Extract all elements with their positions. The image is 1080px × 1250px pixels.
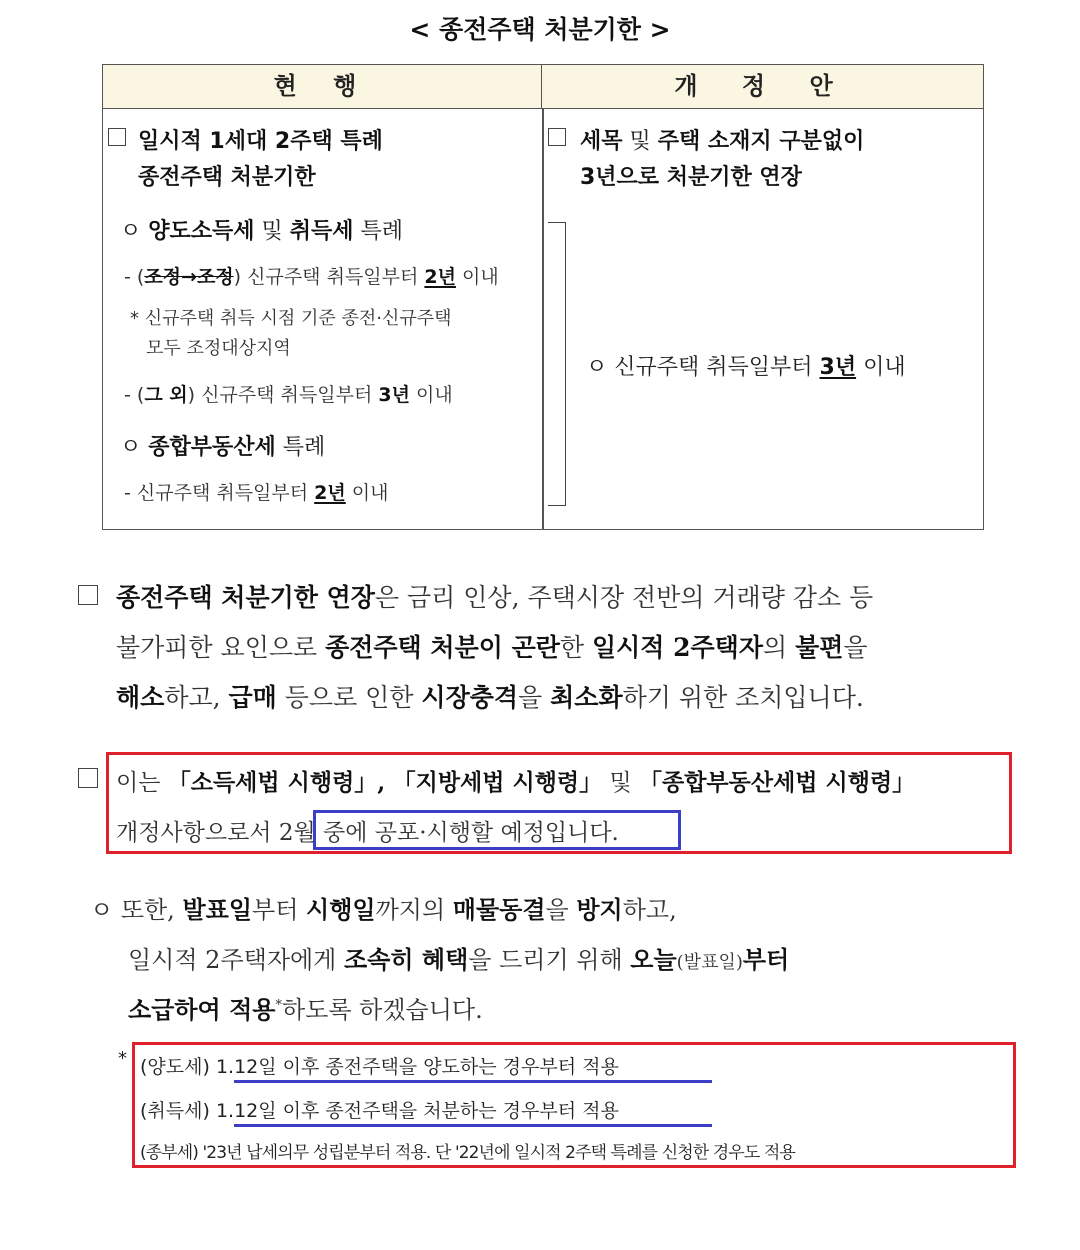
footnote-line2: (취득세) 1.12일 이후 종전주택을 처분하는 경우부터 적용 (140, 1100, 619, 1122)
para2-line1: 이는 「소득세법 시행령」, 「지방세법 시행령」 및 「종합부동산세법 시행령」 (116, 769, 916, 796)
bullet-icon: ㅇ (120, 435, 149, 460)
current-section1-heading: ㅇ 양도소득세 및 취득세 특례 (120, 219, 404, 244)
checkbox-icon (78, 768, 98, 788)
current-note-line1: * 신규주택 취득 시점 기준 종전·신규주택 (130, 308, 452, 329)
revised-main-line2: 3년으로 처분기한 연장 (580, 165, 802, 190)
footnote-star: * (118, 1048, 127, 1069)
header-revised: 개 정 안 (542, 65, 983, 109)
para1-line2: 불가피한 요인으로 종전주택 처분이 곤란한 일시적 2주택자의 불편을 (116, 633, 868, 662)
document-title: < 종전주택 처분기한 > (409, 15, 671, 44)
revised-main-line1: 세목 및 주택 소재지 구분없이 (580, 129, 865, 154)
underline-blue (234, 1080, 712, 1083)
checkbox-icon (108, 128, 126, 146)
current-main-line2: 종전주택 처분기한 (138, 165, 316, 190)
checkbox-icon (548, 128, 566, 146)
para3-line3: 소급하여 적용*하도록 하겠습니다. (128, 995, 483, 1024)
underline-blue (234, 1124, 712, 1127)
footnote-line1: (양도세) 1.12일 이후 종전주택을 양도하는 경우부터 적용 (140, 1056, 619, 1078)
revised-detail: ㅇ 신규주택 취득일부터 3년 이내 (586, 355, 906, 380)
para1-line3: 해소하고, 급매 등으로 인한 시장충격을 최소화하기 위한 조치입니다. (116, 683, 864, 712)
para1-line1: 종전주택 처분기한 연장은 금리 인상, 주택시장 전반의 거래량 감소 등 (116, 583, 874, 612)
bracket-icon (548, 222, 566, 506)
current-section1-detail2: - (그 외) 신규주택 취득일부터 3년 이내 (124, 384, 453, 406)
bullet-icon: ㅇ (120, 219, 149, 244)
current-section2-detail: - 신규주택 취득일부터 2년 이내 (124, 482, 389, 504)
para2-line2: 개정사항으로서 2월 중에 공포·시행할 예정입니다. (116, 820, 619, 846)
current-section1-detail1: - (조정→조정) 신규주택 취득일부터 2년 이내 (124, 266, 499, 288)
header-current: 현 행 (103, 65, 542, 109)
footnote-line3: (종부세) '23년 납세의무 성립분부터 적용. 단 '22년에 일시적 2주택 특례를 신청한 경우도 적용 (140, 1143, 795, 1163)
para3-line2: 일시적 2주택자에게 조속히 혜택을 드리기 위해 오늘(발표일)부터 (128, 945, 790, 974)
para3-line1: ㅇ 또한, 발표일부터 시행일까지의 매물동결을 방지하고, (90, 895, 677, 924)
current-main-line1: 일시적 1세대 2주택 특례 (138, 129, 383, 154)
column-divider (542, 109, 544, 529)
checkbox-icon (78, 585, 98, 605)
current-section2-heading: ㅇ 종합부동산세 특례 (120, 435, 326, 460)
current-note-line2: 모두 조정대상지역 (146, 338, 291, 359)
